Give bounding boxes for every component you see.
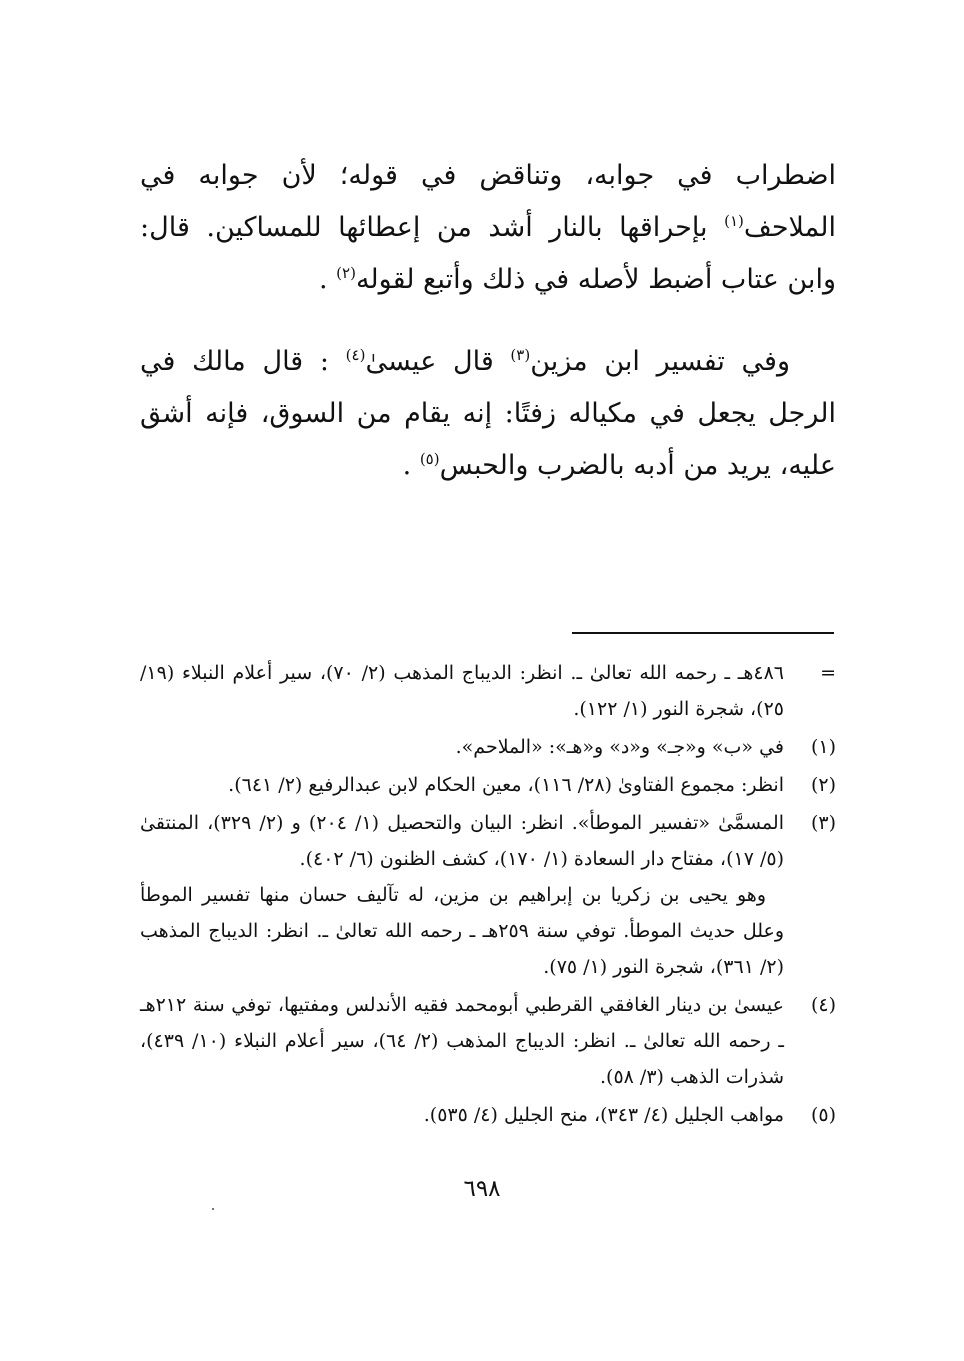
paragraph-2-text-d: .: [402, 450, 420, 481]
footnote-1: [140, 729, 836, 765]
footnote-number: (١): [810, 736, 836, 758]
paragraph-2-text-c: : قال مالك في الرجل يجعل في مكياله زفتًا: إنه يقام من السوق، فإنه أشق عليه، يريد من أدبه بالضرب والحبس: [140, 346, 836, 481]
footnote-text: المسمَّىٰ «تفسير الموطأ». انظر: البيان والتحصيل (١/ ٢٠٤) و (٢/ ٣٢٩)، المنتقىٰ (٥/ ١٧)، مفتاح دار السعادة (١/ ١٧٠)، كشف الظنون (٦/ ٤٠٢).: [140, 812, 784, 870]
footnote-ref-2: (٢): [336, 264, 356, 282]
paragraph-2-text-a: وفي تفسير ابن مزين: [530, 346, 791, 377]
footnote-continued: [140, 655, 836, 727]
paragraph-2: [140, 336, 836, 492]
scan-speck: [212, 1208, 214, 1210]
footnotes: [140, 655, 836, 1135]
footnote-ref-1: (١): [724, 212, 744, 230]
footnote-2: [140, 767, 836, 803]
main-text: [140, 150, 836, 492]
paragraph-1: [140, 150, 836, 306]
footnote-ref-4: (٤): [345, 346, 366, 364]
footnote-text: ٤٨٦هـ ـ رحمه الله تعالىٰ ـ. انظر: الديباج المذهب (٢/ ٧٠)، سير أعلام النبلاء (١٩/ ٢٥)، شجرة النور (١/ ١٢٢).: [140, 662, 784, 720]
page-number: ٦٩٨: [463, 1176, 501, 1202]
paragraph-1-text-a: اضطراب في جوابه، وتناقض في قوله؛ لأن جوابه في الملاحف: [140, 160, 836, 243]
footnote-text: في «ب» و«جـ» و«د» و«هـ»: «الملاحم».: [455, 736, 784, 758]
paragraph-1-text-b: بإحراقها بالنار أشد من إعطائها للمساكين. قال: وابن عتاب أضبط لأصله في ذلك وأتبع لقوله: [140, 212, 836, 295]
footnote-number: (٢): [810, 774, 836, 796]
paragraph-2-text-b: قال عيسىٰ: [365, 346, 511, 377]
footnote-text: مواهب الجليل (٤/ ٣٤٣)، منح الجليل (٤/ ٥٣٥).: [423, 1104, 784, 1126]
footnote-number: (٥): [810, 1104, 836, 1126]
footnote-ref-3: (٣): [510, 346, 531, 364]
footnote-ref-5: (٥): [419, 450, 440, 468]
footnote-number: (٤): [810, 994, 836, 1016]
footnote-continued-marker: =: [820, 662, 836, 684]
footnote-text-continued: وهو يحيى بن زكريا بن إبراهيم بن مزين، له تآليف حسان منها تفسير الموطأ وعلل حديث الموطأ. توفي سنة ٢٥٩هـ ـ رحمه الله تعالىٰ ـ. انظر: الديباج المذهب (٢/ ٣٦١)، شجرة النور (١/ ٧٥).: [140, 884, 785, 978]
paragraph-1-text-c: .: [318, 264, 337, 295]
footnote-5: [140, 1097, 836, 1133]
footnote-number: (٣): [810, 812, 836, 834]
footnote-text: انظر: مجموع الفتاوىٰ (٢٨/ ١١٦)، معين الحكام لابن عبدالرفيع (٢/ ٦٤١).: [228, 774, 784, 796]
footnote-divider: [572, 632, 834, 634]
footnote-4: [140, 987, 836, 1095]
footnote-text: عيسىٰ بن دينار الغافقي القرطبي أبومحمد فقيه الأندلس ومفتيها، توفي سنة ٢١٢هـ ـ رحمه الله تعالىٰ ـ. انظر: الديباج المذهب (٢/ ٦٤)، سير أعلام النبلاء (١٠/ ٤٣٩)، شذرات الذهب (٣/ ٥٨).: [140, 994, 784, 1088]
footnote-3: [140, 805, 836, 985]
